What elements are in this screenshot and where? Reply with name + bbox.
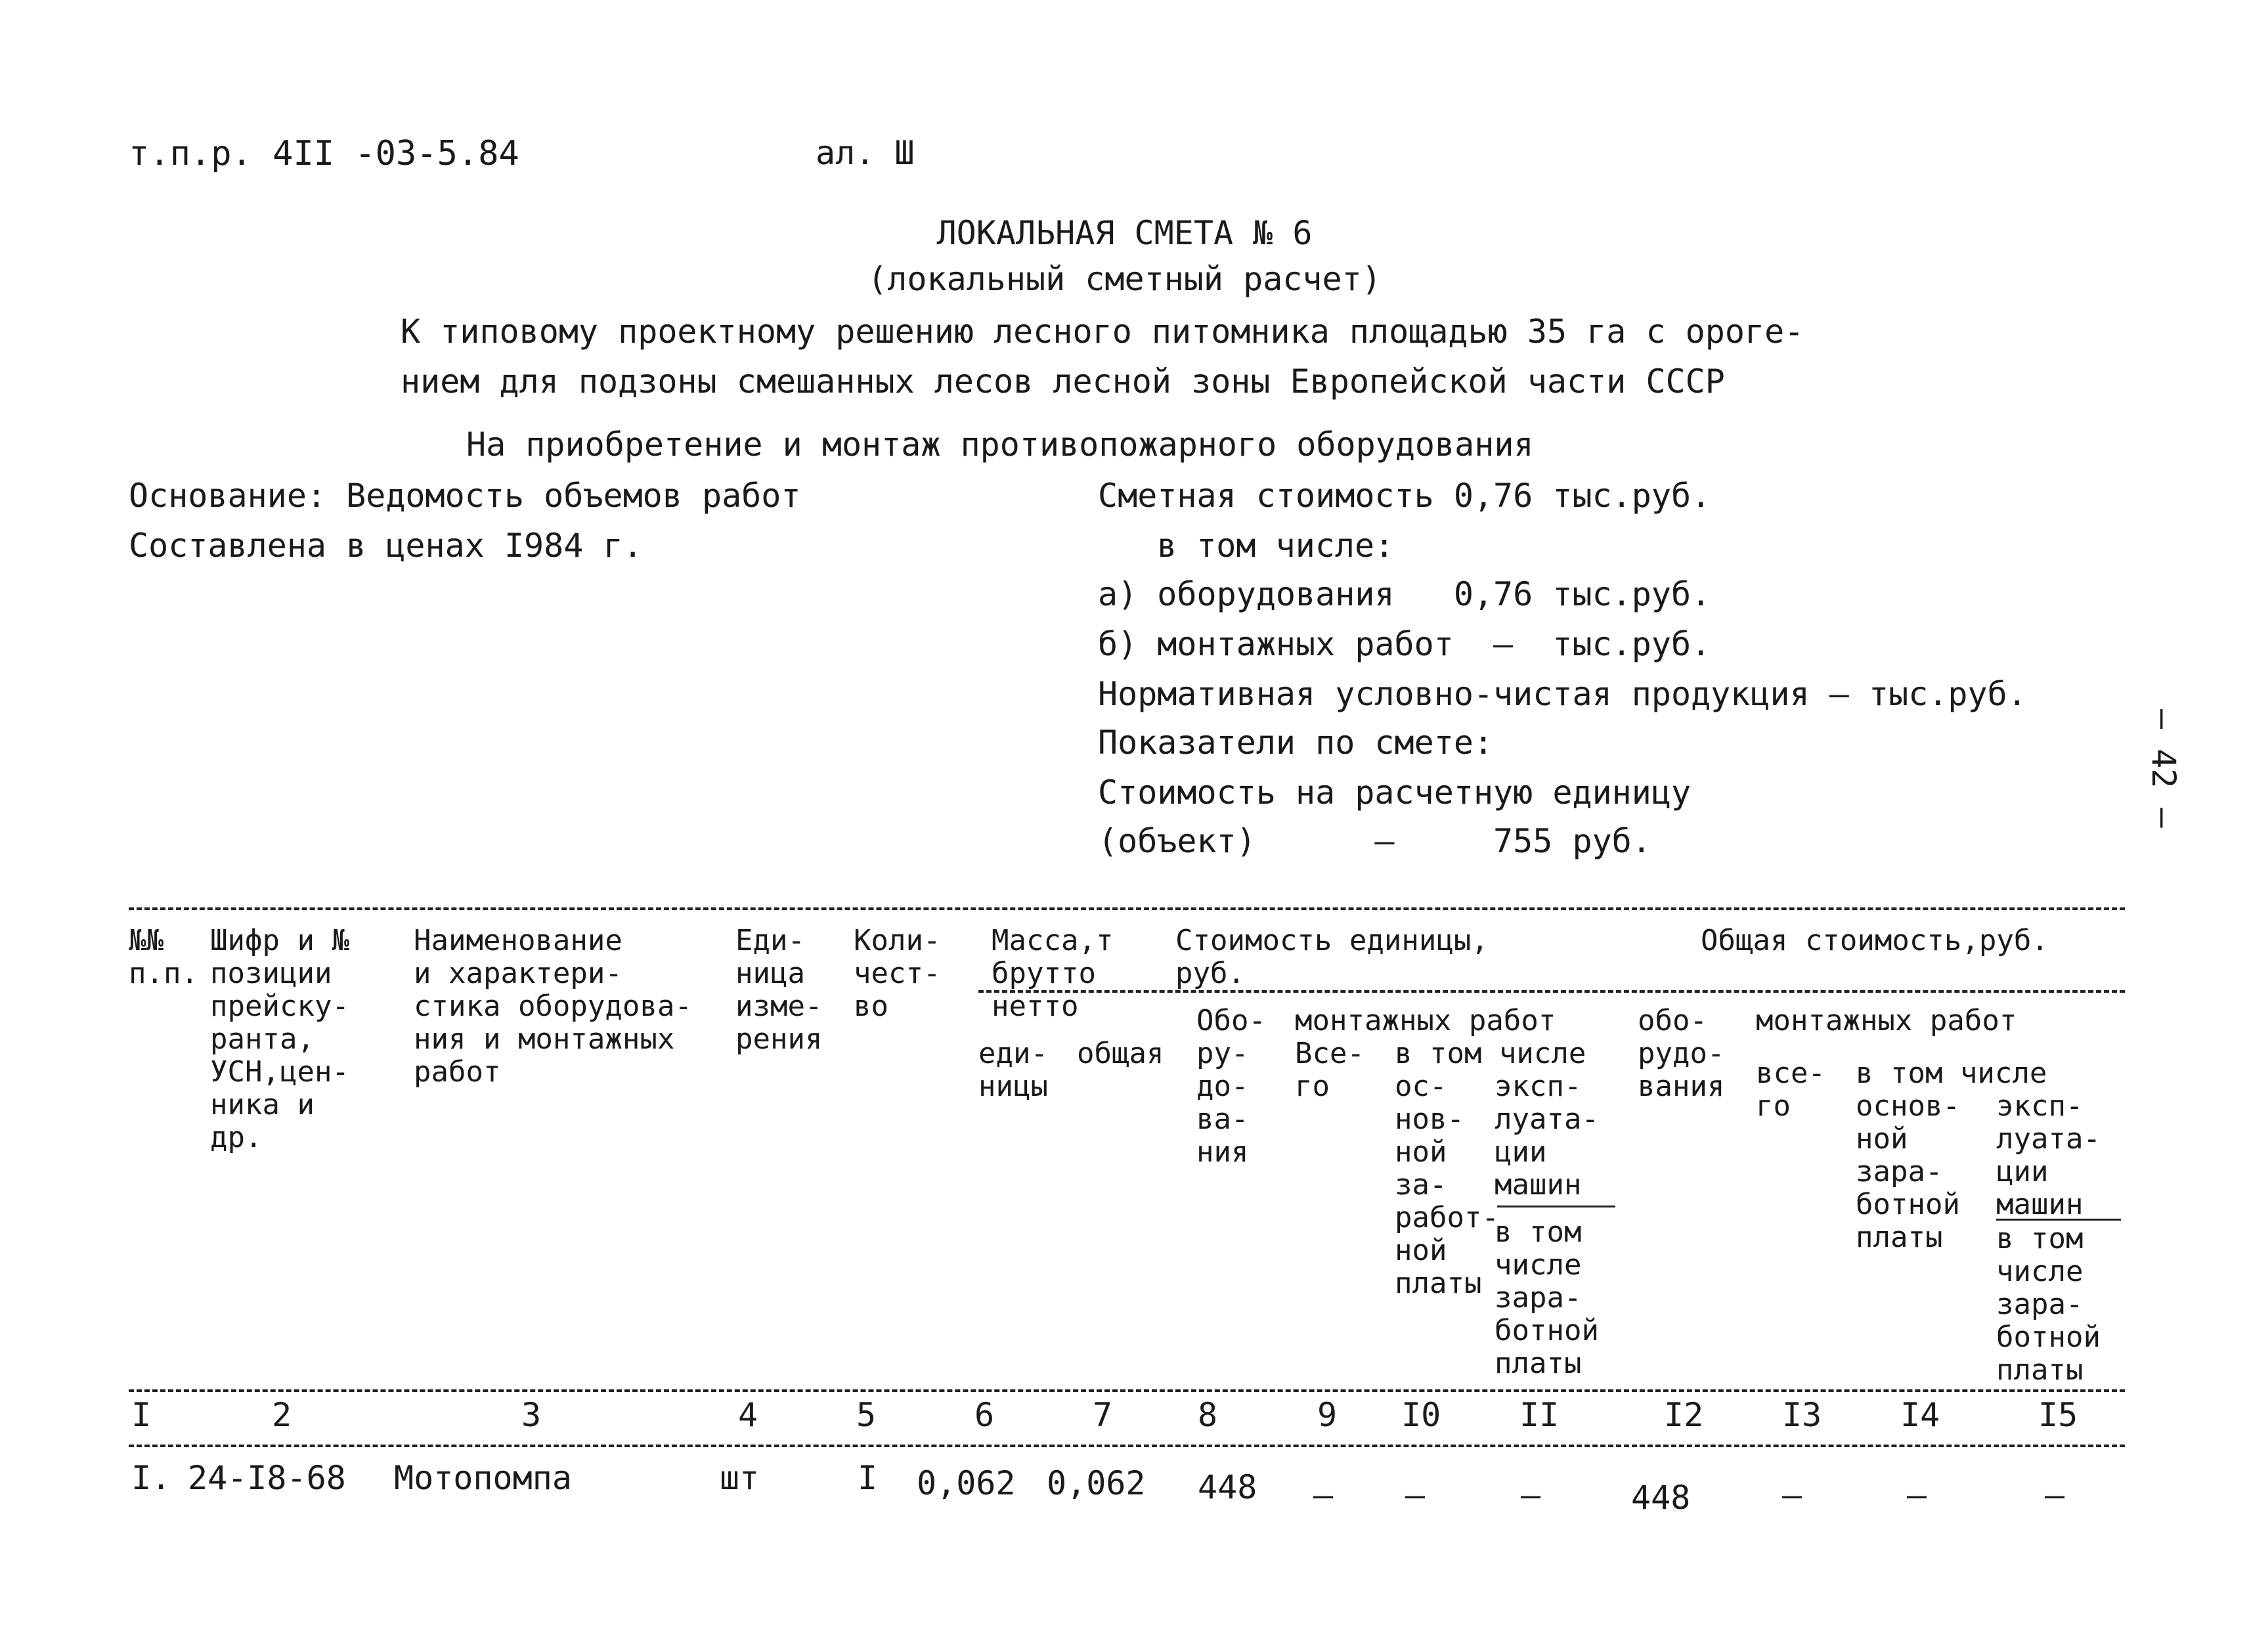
header-equipment: Обо- ру- до- ва- ния bbox=[1196, 1004, 1266, 1169]
column-number: 9 bbox=[1317, 1396, 1338, 1434]
row-machines: – bbox=[1521, 1476, 1541, 1514]
header-machines-total: эксп- луата- ции машин bbox=[1996, 1089, 2101, 1221]
column-numbers-rule bbox=[129, 1445, 2125, 1447]
header-mass: Масса,т брутто нетто bbox=[992, 924, 1114, 1023]
table-top-rule bbox=[129, 907, 2125, 910]
row-unit: шт bbox=[720, 1459, 760, 1497]
header-unit: Еди- ница изме- рения bbox=[735, 924, 823, 1056]
project-description-line1: К типовому проектному решению лесного питомника площадью 35 га с ороге- bbox=[401, 313, 1804, 351]
sheet-label: ал. Ш bbox=[816, 134, 915, 172]
column-number: 5 bbox=[856, 1396, 877, 1434]
header-install-total: Все- го bbox=[1295, 1037, 1365, 1103]
indicators-label: Показатели по смете: bbox=[1098, 724, 1494, 762]
row-mass-unit: 0,062 bbox=[917, 1464, 1016, 1502]
header-position-code: Шифр и № позиции прейску- ранта, УСН,цен- ника и др. bbox=[210, 924, 349, 1154]
header-base-wage-total: основ- ной зара- ботной платы bbox=[1856, 1089, 1960, 1254]
column-number: 7 bbox=[1093, 1396, 1113, 1434]
row-base-wage: – bbox=[1405, 1476, 1426, 1514]
header-base-wage: ос- нов- ной за- работ- ной платы bbox=[1395, 1070, 1499, 1300]
estimate-purpose: На приобретение и монтаж противопожарного оборудования bbox=[466, 425, 1534, 464]
header-machines: эксп- луата- ции машин bbox=[1495, 1070, 1599, 1202]
basis-text: Основание: Ведомость объемов работ bbox=[129, 477, 801, 515]
object-cost: (объект) – 755 руб. bbox=[1098, 822, 1651, 860]
row-code: 24-I8-68 bbox=[188, 1459, 346, 1497]
header-sub-rule bbox=[978, 990, 2125, 993]
header-unit-cost: Стоимость единицы, руб. bbox=[1175, 924, 1489, 990]
estimate-subtitle: (локальный сметный расчет) bbox=[867, 260, 1382, 298]
equipment-cost: а) оборудования 0,76 тыс.руб. bbox=[1098, 575, 1711, 613]
row-mass-total: 0,062 bbox=[1047, 1464, 1146, 1502]
installation-cost: б) монтажных работ – тыс.руб. bbox=[1098, 625, 1711, 663]
unit-cost-label: Стоимость на расчетную единицу bbox=[1098, 773, 1692, 812]
row-equipment-unit: 448 bbox=[1198, 1468, 1257, 1506]
column-number: I bbox=[131, 1396, 152, 1434]
page-number: – 42 – bbox=[2145, 709, 2183, 828]
normative-product: Нормативная условно-чистая продукция – тыс.руб. bbox=[1098, 675, 2027, 713]
header-row-number: №№ п.п. bbox=[129, 924, 198, 990]
header-bottom-rule bbox=[129, 1389, 2125, 1392]
row-machines-total: – bbox=[2045, 1476, 2065, 1514]
row-number: I. bbox=[131, 1459, 171, 1497]
header-including-2: в том числе bbox=[1856, 1056, 2047, 1090]
column-number: 8 bbox=[1198, 1396, 1218, 1434]
row-install-all: – bbox=[1782, 1476, 1802, 1514]
column-number: II bbox=[1519, 1396, 1560, 1434]
column-number: I0 bbox=[1401, 1396, 1441, 1434]
row-install-total: – bbox=[1313, 1476, 1334, 1514]
machines-underline bbox=[1497, 1206, 1615, 1207]
header-installation-total: монтажных работ bbox=[1756, 1004, 2017, 1037]
header-mass-total: общая bbox=[1077, 1037, 1164, 1070]
header-equipment-total: обо- рудо- вания bbox=[1638, 1004, 1725, 1103]
header-mass-unit: еди- ницы bbox=[978, 1037, 1048, 1103]
row-name: Мотопомпа bbox=[394, 1459, 572, 1497]
row-equipment-total: 448 bbox=[1631, 1479, 1691, 1517]
prices-year-text: Составлена в ценах I984 г. bbox=[129, 527, 643, 565]
column-number: 6 bbox=[974, 1396, 995, 1434]
column-number: 2 bbox=[272, 1396, 292, 1434]
estimate-title: ЛОКАЛЬНАЯ СМЕТА № 6 bbox=[936, 214, 1313, 252]
including-label: в том числе: bbox=[1157, 527, 1395, 565]
header-installation: монтажных работ bbox=[1295, 1004, 1556, 1037]
header-including: в том числе bbox=[1395, 1037, 1586, 1070]
header-total-cost: Общая стоимость,руб. bbox=[1701, 924, 2049, 957]
header-quantity: Коли- чест- во bbox=[854, 924, 941, 1023]
column-number: I2 bbox=[1664, 1396, 1704, 1434]
header-machines-wage-total: в том числе зара- ботной платы bbox=[1996, 1222, 2101, 1387]
header-name: Наименование и характери- стика оборудова- ния и монтажных работ bbox=[414, 924, 692, 1089]
document-code: т.п.р. 4II -03-5.84 bbox=[129, 134, 519, 173]
row-quantity: I bbox=[858, 1459, 878, 1497]
column-number: I5 bbox=[2038, 1396, 2078, 1434]
column-number: 3 bbox=[521, 1396, 542, 1434]
estimated-cost: Сметная стоимость 0,76 тыс.руб. bbox=[1098, 477, 1711, 515]
header-machines-wage: в том числе зара- ботной платы bbox=[1495, 1215, 1599, 1380]
row-base-wage-total: – bbox=[1907, 1476, 1927, 1514]
project-description-line2: нием для подзоны смешанных лесов лесной зоны Европейской части СССР bbox=[401, 362, 1725, 401]
column-number: 4 bbox=[738, 1396, 758, 1434]
column-number: I4 bbox=[1900, 1396, 1940, 1434]
header-install-all: все- го bbox=[1756, 1056, 1825, 1123]
column-number: I3 bbox=[1782, 1396, 1822, 1434]
